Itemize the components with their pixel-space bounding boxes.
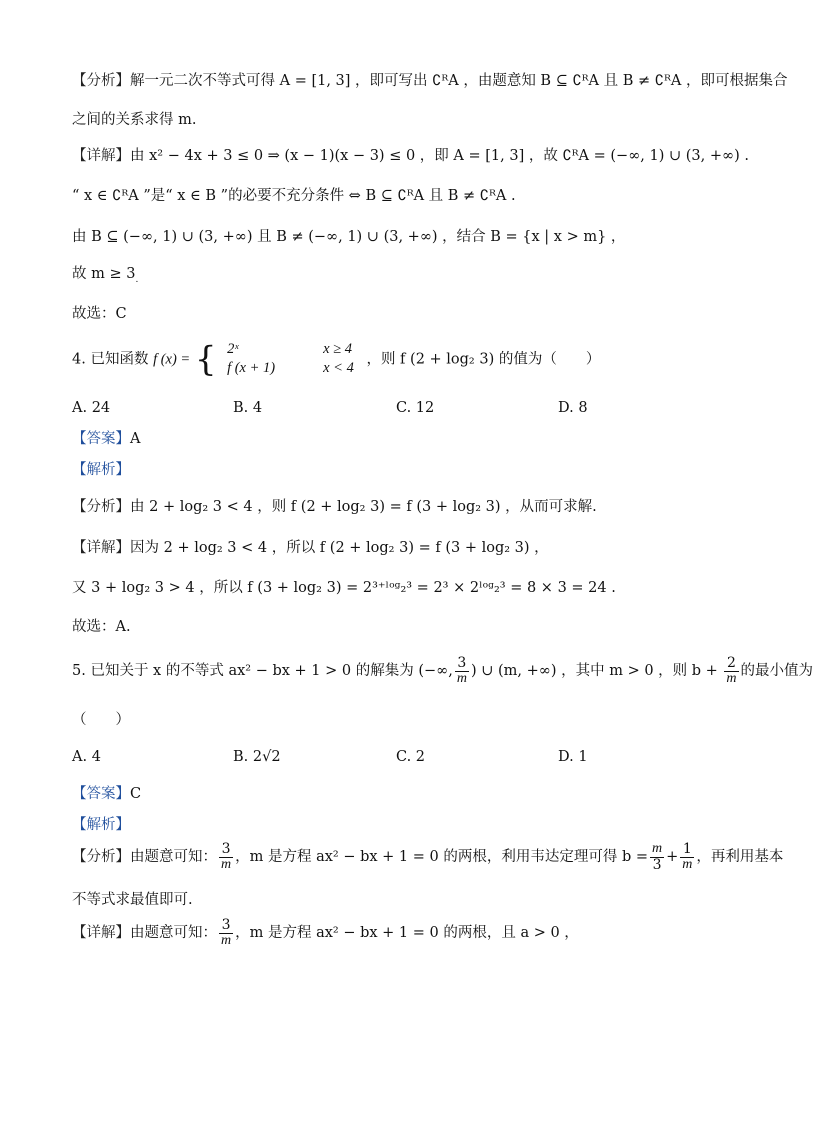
frac-den: m	[726, 670, 737, 686]
xiangjie-tag: 【详解】	[72, 925, 130, 942]
q3-xiangjie-line3: 由 B ⊆ (−∞, 1) ∪ (3, +∞) 且 B ≠ (−∞, 1) ∪ (3, +∞) ，结合 B = {x | x > m} ，	[72, 229, 626, 245]
q5-fraction-3-over-m	[455, 656, 469, 686]
q5-stem	[72, 656, 813, 686]
q5-option-a: A. 4	[72, 749, 101, 765]
fenxi-tag: 【分析】	[72, 73, 130, 89]
frac-num: 3	[219, 842, 233, 858]
q5-stem-a: 5. 已知关于 x 的不等式 ax² − bx + 1 > 0 的解集为	[72, 663, 414, 680]
q3-fenxi-line2: 之间的关系求得 m.	[72, 112, 197, 128]
fenxi-tag: 【分析】	[72, 499, 130, 515]
q4-jiexi	[72, 462, 130, 479]
q4-answer-value: A	[130, 431, 141, 447]
frac-den: m	[682, 856, 693, 872]
q4-case1-expr: 2ˣ	[227, 341, 239, 357]
q5-answer-value: C	[130, 786, 142, 802]
q4-case2-cond: x < 4	[323, 360, 354, 377]
q5-xiangjie-a: 由题意可知：	[130, 925, 217, 942]
q5-fenxi-plus: +	[666, 849, 679, 866]
q4-answer	[72, 431, 140, 448]
q3-conclusion-dot: .	[135, 275, 139, 285]
q4-xiangjie-text1: 因为 2 + log₂ 3 < 4 ，所以 f (2 + log₂ 3) = f (3 + log₂ 3) ，	[130, 540, 549, 556]
q5-option-c: C. 2	[396, 749, 426, 765]
q5-fenxi-frac-3-over-m	[219, 842, 233, 872]
frac-den: 3	[652, 856, 662, 873]
q5-fenxi-line2: 不等式求最值即可.	[72, 892, 193, 908]
q4-stem-suffix: ，则 f (2 + log₂ 3) 的值为（ ）	[366, 351, 601, 368]
fenxi-tag: 【分析】	[72, 849, 130, 866]
q4-stem	[72, 340, 600, 379]
q4-fenxi	[72, 499, 597, 516]
q5-interval-right: ) ∪ (m, +∞) ，其中 m > 0 ，则 b +	[470, 663, 718, 680]
answer-tag: 【答案】	[72, 786, 130, 802]
q4-option-b: B. 4	[233, 400, 263, 416]
q4-case1-cond: x ≥ 4	[323, 341, 353, 357]
xiangjie-tag: 【详解】	[72, 540, 130, 556]
left-brace-icon: {	[194, 339, 217, 380]
q5-fraction-2-over-m	[724, 656, 738, 686]
q5-fenxi-b: ，m 是方程 ax² − bx + 1 = 0 的两根，利用韦达定理可得 b =	[235, 849, 648, 866]
q3-xiangjie-line4	[72, 266, 138, 286]
q5-fenxi-a: 由题意可知：	[130, 849, 217, 866]
q3-fenxi-line1	[72, 73, 787, 90]
q5-answer	[72, 786, 141, 803]
frac-num: m	[652, 841, 663, 856]
q5-paren: （ ）	[72, 712, 130, 728]
q4-function-name: f (x) =	[153, 351, 191, 368]
q4-xiangjie-line1	[72, 540, 549, 557]
q4-stem-prefix: 4. 已知函数	[72, 351, 149, 368]
frac-den: m	[221, 932, 232, 948]
q3-conclusion: 故 m ≥ 3	[72, 266, 136, 282]
q4-xiangjie-line2: 又 3 + log₂ 3 > 4 ，所以 f (3 + log₂ 3) = 2³⁺ˡᵒᵍ₂³ = 2³ × 2ˡᵒᵍ₂³ = 8 × 3 = 24 .	[72, 580, 616, 596]
q3-choice: 故选：C	[72, 306, 127, 322]
frac-num: 3	[455, 656, 469, 672]
q5-interval-left: (−∞,	[418, 663, 453, 680]
xiangjie-tag: 【详解】	[72, 148, 130, 164]
frac-num: 3	[219, 918, 233, 934]
q3-xiangjie-line2: “ x ∈ ∁ᴿA ”是“ x ∈ B ”的必要不充分条件 ⇔ B ⊆ ∁ᴿA 且 B ≠ ∁ᴿA .	[72, 188, 516, 204]
q5-xiangjie-frac-3-over-m	[219, 918, 233, 948]
frac-num: 2	[724, 656, 738, 672]
q5-fenxi-frac-1-over-m	[680, 842, 694, 872]
q4-option-c: C. 12	[396, 400, 435, 416]
q5-xiangjie-line1	[72, 918, 579, 948]
frac-num: 1	[680, 842, 694, 858]
jiexi-tag: 【解析】	[72, 817, 130, 833]
q5-option-d: D. 1	[558, 749, 588, 765]
q4-case2-expr: f (x + 1)	[227, 360, 276, 377]
q4-fenxi-text: 由 2 + log₂ 3 < 4 ，则 f (2 + log₂ 3) = f (3 + log₂ 3) ，从而可求解.	[130, 499, 597, 515]
q3-fenxi-text1: 解一元二次不等式可得 A = [1, 3] ，即可写出 ∁ᴿA ，由题意知 B ⊆ ∁ᴿA 且 B ≠ ∁ᴿA ，即可根据集合	[130, 73, 788, 89]
jiexi-tag: 【解析】	[72, 462, 130, 478]
q4-choice: 故选：A.	[72, 619, 131, 635]
q5-fenxi-frac-m-over-3	[650, 842, 664, 872]
q3-xiangjie-text1: 由 x² − 4x + 3 ≤ 0 ⇒ (x − 1)(x − 3) ≤ 0 ，即 A = [1, 3] ，故 ∁ᴿA = (−∞, 1) ∪ (3, +∞) .	[130, 148, 749, 164]
q5-xiangjie-b: ，m 是方程 ax² − bx + 1 = 0 的两根，且 a > 0 ，	[235, 925, 579, 942]
frac-den: m	[221, 856, 232, 872]
q4-option-a: A. 24	[72, 400, 111, 416]
q5-fenxi-f: ，再利用基本	[696, 849, 784, 866]
q5-stem-b: 的最小值为	[740, 663, 813, 680]
frac-den: m	[456, 670, 467, 686]
q4-piecewise	[195, 340, 362, 379]
q5-option-b: B. 2√2	[233, 749, 281, 765]
answer-tag: 【答案】	[72, 431, 130, 447]
q4-option-d: D. 8	[558, 400, 588, 416]
q5-fenxi-line1	[72, 842, 783, 872]
q3-xiangjie-line1	[72, 148, 749, 165]
q5-jiexi	[72, 817, 130, 834]
